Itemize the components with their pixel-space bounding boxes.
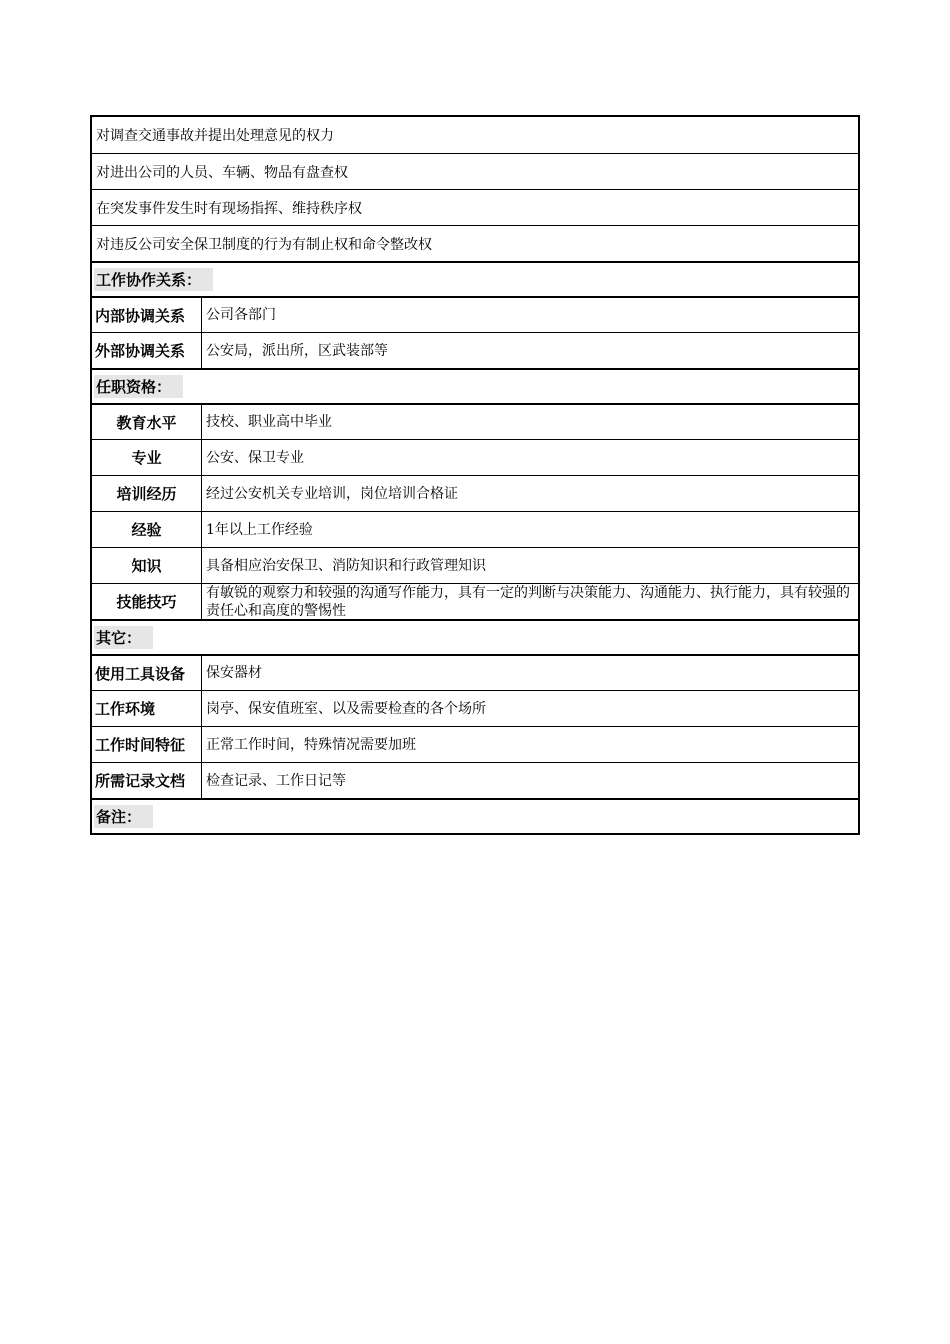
row-value: 有敏锐的观察力和较强的沟通写作能力，具有一定的判断与决策能力、沟通能力、执行能力，具有较强的责任心和高度的警惕性 (206, 584, 850, 619)
row-label: 技能技巧 (92, 584, 202, 619)
table-row (92, 475, 858, 511)
row-label: 所需记录文档 (92, 763, 202, 798)
rights-row (92, 225, 858, 261)
other-title: 其它： (94, 626, 153, 649)
row-value: 检查记录、工作日记等 (206, 772, 346, 789)
row-label: 外部协调关系 (92, 333, 202, 368)
row-value: 经过公安机关专业培训，岗位培训合格证 (206, 485, 458, 502)
rights-text: 对调查交通事故并提出处理意见的权力 (96, 128, 334, 144)
row-value: 保安器材 (206, 665, 262, 681)
cooperation-title: 工作协作关系： (94, 268, 213, 291)
row-value: 具备相应治安保卫、消防知识和行政管理知识 (206, 557, 486, 574)
job-description-table (90, 115, 860, 835)
remarks-title: 备注： (94, 805, 153, 828)
other-section-header (92, 619, 858, 654)
row-label: 教育水平 (92, 405, 202, 439)
row-value: 公安局，派出所，区武装部等 (206, 342, 388, 359)
table-row (92, 296, 858, 332)
row-value: 1年以上工作经验 (206, 521, 313, 538)
table-row (92, 439, 858, 475)
row-label: 使用工具设备 (92, 656, 202, 690)
table-row (92, 690, 858, 726)
remarks-section-header (92, 798, 858, 833)
row-label: 专业 (92, 440, 202, 475)
table-row (92, 403, 858, 439)
table-row (92, 511, 858, 547)
rights-text: 对进出公司的人员、车辆、物品有盘查权 (96, 164, 348, 181)
rights-row (92, 153, 858, 189)
cooperation-section-header (92, 261, 858, 296)
row-label: 内部协调关系 (92, 298, 202, 332)
row-value: 公安、保卫专业 (206, 449, 304, 466)
qualification-section-header (92, 368, 858, 403)
row-label: 知识 (92, 548, 202, 583)
row-value: 正常工作时间，特殊情况需要加班 (206, 736, 416, 753)
table-row (92, 762, 858, 798)
table-row (92, 654, 858, 690)
rights-row (92, 117, 858, 153)
row-value: 公司各部门 (206, 307, 276, 323)
rights-row (92, 189, 858, 225)
row-label: 培训经历 (92, 476, 202, 511)
table-row (92, 726, 858, 762)
rights-text: 对违反公司安全保卫制度的行为有制止权和命令整改权 (96, 236, 432, 253)
row-value: 技校、职业高中毕业 (206, 414, 332, 430)
row-label: 工作环境 (92, 691, 202, 726)
table-row (92, 583, 858, 619)
row-label: 经验 (92, 512, 202, 547)
table-row (92, 547, 858, 583)
row-label: 工作时间特征 (92, 727, 202, 762)
row-value: 岗亭、保安值班室、以及需要检查的各个场所 (206, 700, 486, 717)
qualification-title: 任职资格： (94, 375, 183, 398)
rights-text: 在突发事件发生时有现场指挥、维持秩序权 (96, 200, 362, 217)
table-row (92, 332, 858, 368)
